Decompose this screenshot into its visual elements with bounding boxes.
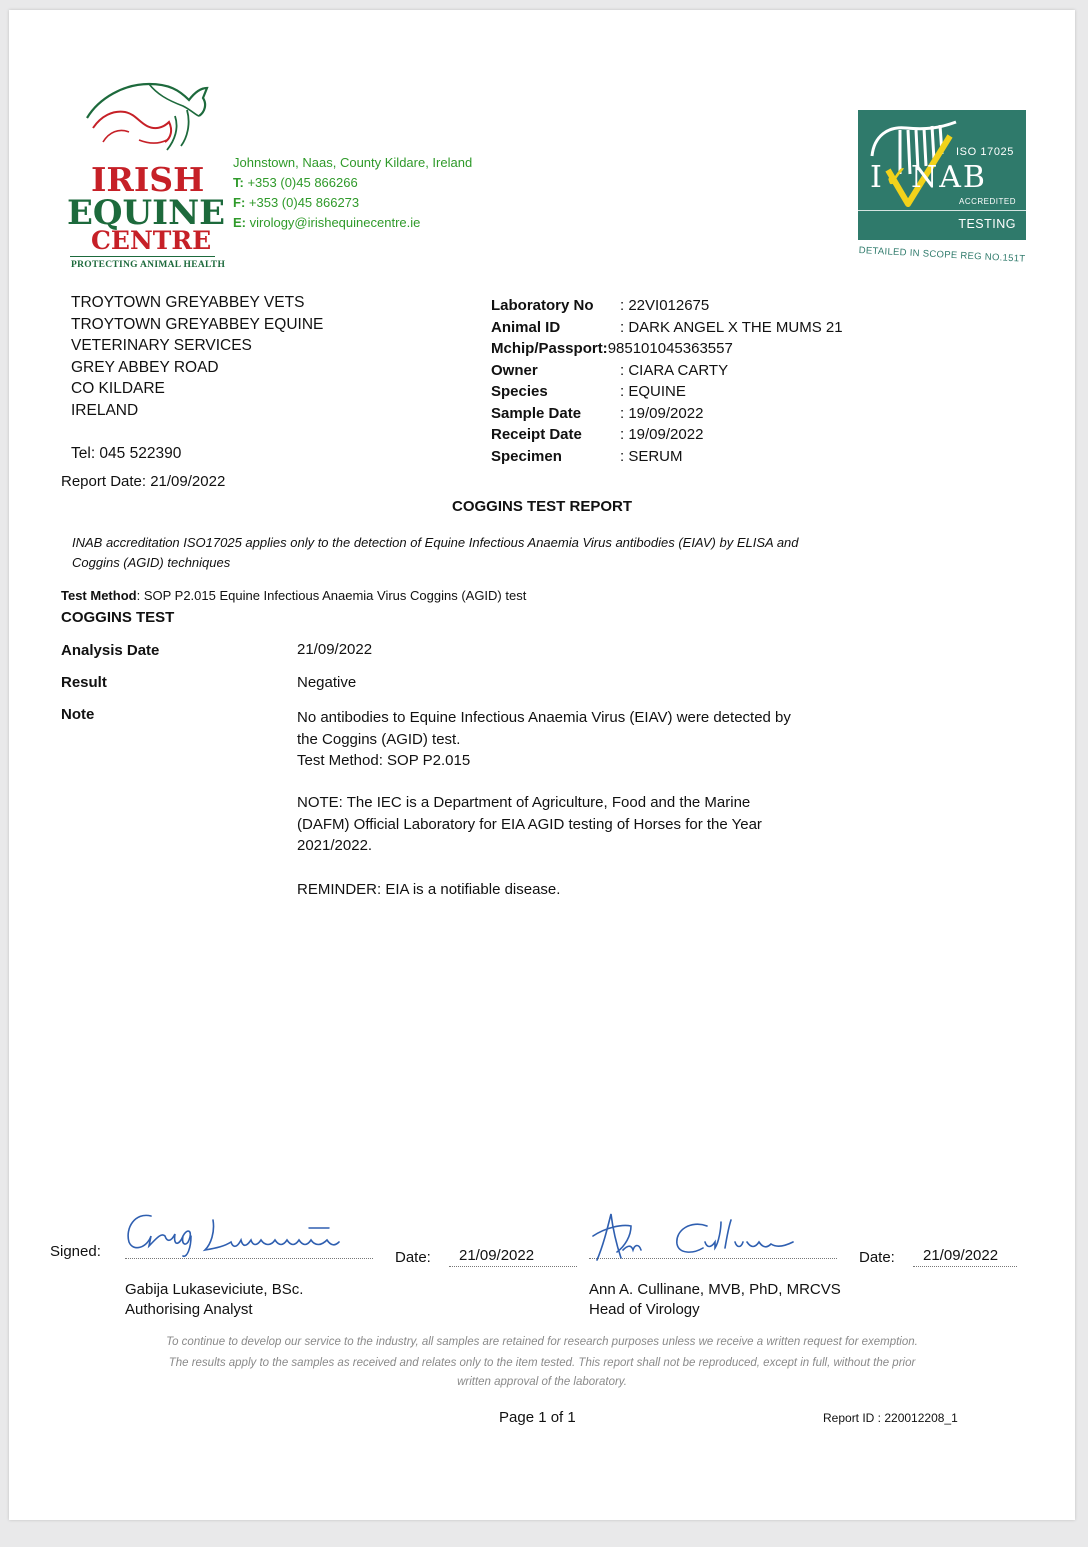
head-role: Head of Virology (589, 1301, 700, 1318)
logo-word-centre: CENTRE (91, 226, 212, 255)
lab-info (491, 295, 843, 467)
report-id: Report ID : 220012208_1 (823, 1411, 958, 1425)
lab-row (491, 295, 843, 317)
head-date-line (913, 1266, 1017, 1267)
result-label: Result (61, 674, 107, 691)
analyst-name: Gabija Lukaseviciute, BSc. (125, 1281, 304, 1298)
lab-label: Receipt Date (491, 426, 582, 443)
report-page (9, 10, 1075, 1520)
lab-value: : CIARA CARTY (620, 361, 729, 379)
contact-address: Johnstown, Naas, County Kildare, Ireland (233, 155, 473, 170)
address-line: TROYTOWN GREYABBEY VETS (71, 294, 305, 311)
signed-label: Signed: (50, 1243, 101, 1260)
page-number: Page 1 of 1 (499, 1409, 576, 1426)
lab-value: : 19/09/2022 (620, 404, 704, 422)
note-paragraph-1 (297, 707, 857, 772)
note-line: Test Method: SOP P2.015 (297, 752, 471, 769)
lab-value: : 22VI012675 (620, 297, 710, 314)
tel-label: T: (233, 175, 244, 190)
address-line: IRELAND (71, 401, 139, 419)
test-method-value: : SOP P2.015 Equine Infectious Anaemia Virus Coggins (AGID) test (136, 588, 527, 603)
address-line: TROYTOWN GREYABBEY EQUINE (71, 315, 324, 333)
inab-divider (858, 210, 1026, 211)
head-date-label: Date: (859, 1249, 895, 1266)
note-paragraph-2 (297, 792, 857, 857)
result-value: Negative (297, 674, 357, 691)
inab-name-text: NAB (911, 160, 987, 195)
inab-accredited: ACCREDITED (958, 197, 1016, 206)
lab-value: : 19/09/2022 (620, 426, 704, 443)
email-label: E: (233, 215, 246, 230)
lab-row (491, 424, 843, 446)
test-method-label: Test Method (61, 588, 137, 603)
section-title: COGGINS TEST (61, 609, 175, 626)
footer-disclaimer-line2: written approval of the laboratory. (457, 1376, 627, 1388)
logo-word-irish: IRISH (91, 160, 205, 199)
address-line: CO KILDARE (71, 380, 165, 397)
lab-label: Specimen (491, 447, 562, 465)
inab-scope: DETAILED IN SCOPE REG NO.151T (858, 245, 1026, 265)
report-title: COGGINS TEST REPORT (451, 498, 632, 515)
analysis-date-value: 21/09/2022 (297, 641, 373, 658)
contact-block (233, 153, 472, 233)
test-method (61, 588, 526, 603)
logo-tagline: PROTECTING ANIMAL HEALTH (71, 260, 226, 270)
head-signature-line (589, 1258, 837, 1259)
lab-row (491, 317, 843, 339)
analyst-date-label: Date: (395, 1249, 431, 1266)
lab-label: Animal ID (491, 318, 561, 336)
inab-name: I✓NAB (870, 160, 987, 195)
footer-disclaimer-line1: The results apply to the samples as received and relates only to the item tested. This report shall not be reproduced, except in full, without the prior (168, 1357, 916, 1369)
head-date: 21/09/2022 (923, 1247, 999, 1264)
note-reminder: REMINDER: EIA is a notifiable disease. (297, 881, 561, 898)
fax-label: F: (233, 195, 246, 210)
recipient-tel: Tel: 045 522390 (71, 444, 182, 462)
lab-row (491, 360, 843, 382)
note-line: the Coggins (AGID) test. (297, 730, 461, 748)
lab-value: 985101045363557 (607, 340, 733, 357)
lab-label: Mchip/Passport: (491, 340, 608, 357)
analyst-signature (121, 1206, 351, 1261)
lab-label: Laboratory No (491, 297, 594, 314)
address-line: GREY ABBEY ROAD (71, 358, 219, 376)
horse-logo-icon (79, 70, 219, 165)
inab-testing: TESTING (958, 217, 1016, 231)
lab-label: Species (491, 383, 548, 400)
contact-email: virology@irishequinecentre.ie (249, 215, 421, 230)
inab-badge (858, 110, 1026, 240)
note-line: No antibodies to Equine Infectious Anaemia Virus (EIAV) were detected by (297, 709, 791, 726)
logo-word-equine: EQUINE (67, 193, 226, 233)
head-signature (587, 1206, 817, 1264)
contact-tel: +353 (0)45 866266 (247, 175, 358, 190)
note-line: (DAFM) Official Laboratory for EIA AGID testing of Horses for the Year (297, 815, 762, 833)
head-name: Ann A. Cullinane, MVB, PhD, MRCVS (589, 1281, 841, 1298)
recipient-address (71, 292, 323, 464)
note-line: 2021/2022. (297, 837, 373, 854)
accreditation-note-line2: Coggins (AGID) techniques (72, 555, 231, 570)
lab-row (491, 446, 843, 468)
lab-label: Owner (491, 361, 538, 379)
analysis-date-label: Analysis Date (61, 642, 160, 659)
lab-row (491, 381, 843, 403)
lab-value: : EQUINE (620, 383, 686, 400)
lab-label: Sample Date (491, 404, 582, 422)
report-date: Report Date: 21/09/2022 (61, 473, 226, 490)
analyst-date-line (449, 1266, 577, 1267)
lab-value: : DARK ANGEL X THE MUMS 21 (620, 318, 843, 336)
contact-fax: +353 (0)45 866273 (248, 195, 360, 210)
inab-iso-label: ISO 17025 (956, 146, 1014, 158)
lab-value: : SERUM (620, 447, 683, 465)
note-label: Note (61, 706, 95, 723)
analyst-signature-line (125, 1258, 373, 1259)
lab-row (491, 338, 843, 360)
analyst-role: Authorising Analyst (125, 1301, 253, 1318)
footer-retention-note: To continue to develop our service to the industry, all samples are retained for research purposes unless we receive a written request for exemption. (166, 1336, 918, 1348)
analyst-date: 21/09/2022 (459, 1247, 535, 1264)
accreditation-note-line1: INAB accreditation ISO17025 applies only to the detection of Equine Infectious Anaemia Virus antibodies (EIAV) by ELISA and (72, 535, 799, 550)
logo-divider (70, 256, 215, 257)
lab-row (491, 403, 843, 425)
note-line: NOTE: The IEC is a Department of Agriculture, Food and the Marine (297, 794, 751, 811)
address-line: VETERINARY SERVICES (71, 337, 252, 354)
